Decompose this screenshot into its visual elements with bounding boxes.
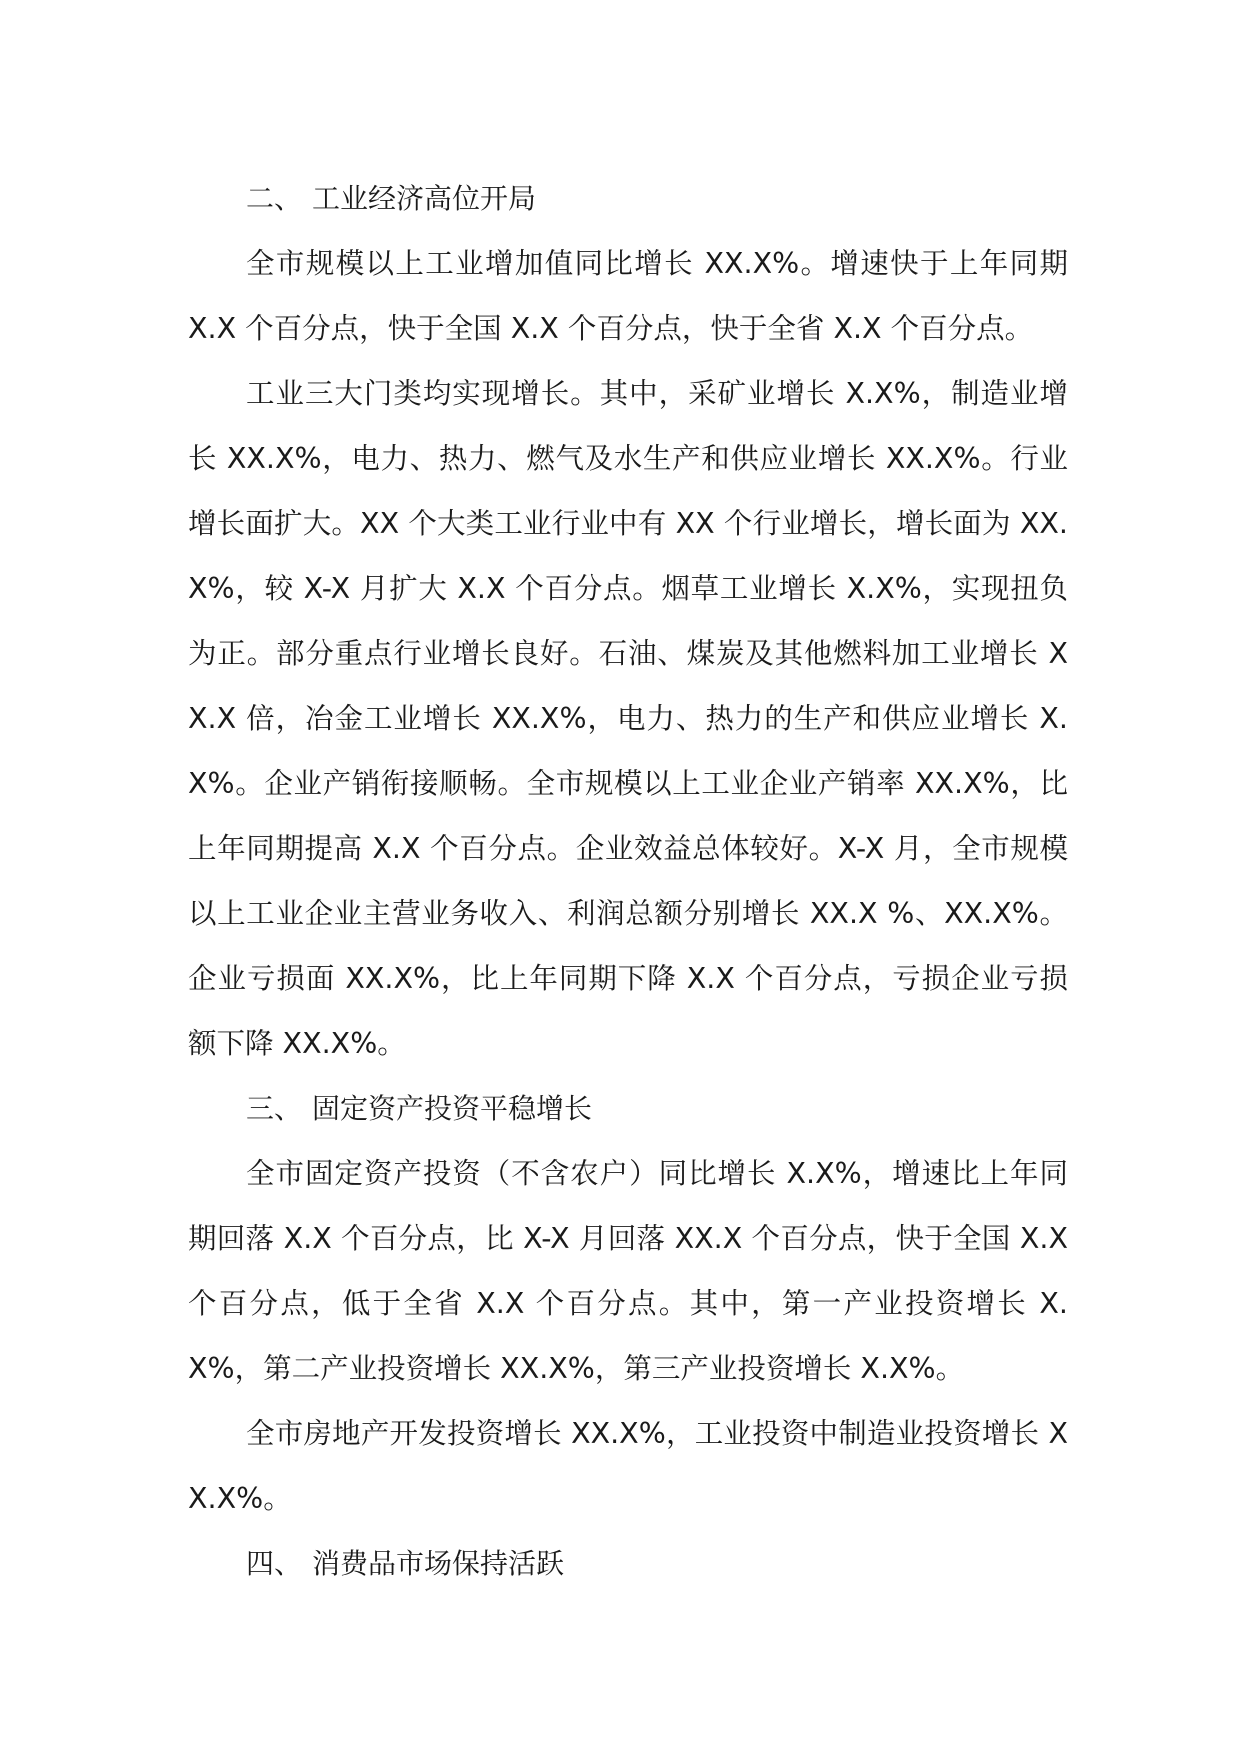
- paragraph: 工业三大门类均实现增长。其中，采矿业增长 X.X%，制造业增长 XX.X%，电力、热力、燃气及水生产和供应业增长 XX.X%。行业增长面扩大。XX 个大类工业行业中有 XX 个行业增长，增长面为 XX.X%，较 X-X 月扩大 X.X 个百分点。烟草工业增长 X.X%，实现扭负为正。部分重点行业增长良好。石油、煤炭及其他燃料加工业增长 XX.X 倍，冶金工业增长 XX.X%，电力、热力的生产和供应业增长 X.X%。企业产销衔接顺畅。全市规模以上工业企业产销率 XX.X%，比上年同期提高 X.X 个百分点。企业效益总体较好。X-X 月，全市规模以上工业企业主营业务收入、利润总额分别增长 XX.X %、XX.X%。企业亏损面 XX.X%，比上年同期下降 X.X 个百分点，亏损企业亏损额下降 XX.X%。: [188, 377, 1068, 1060]
- section-title: 固定资产投资平稳增长: [312, 1092, 593, 1125]
- paragraph: 全市固定资产投资（不含农户）同比增长 X.X%，增速比上年同期回落 X.X 个百分点，比 X-X 月回落 XX.X 个百分点，快于全国 X.X 个百分点，低于全省 X.X 个百分点。其中，第一产业投资增长 X.X%，第二产业投资增长 XX.X%，第三产业投资增长 X.X%。: [188, 1157, 1068, 1385]
- section-title: 工业经济高位开局: [312, 182, 537, 215]
- section-heading-3: [188, 1076, 1068, 1141]
- section-number: 四、: [246, 1547, 303, 1580]
- document-page: [188, 166, 1068, 1596]
- section-title: 消费品市场保持活跃: [312, 1547, 565, 1580]
- section-number: 三、: [246, 1092, 303, 1125]
- section-number: 二、: [246, 182, 303, 215]
- paragraph: 全市房地产开发投资增长 XX.X%，工业投资中制造业投资增长 XX.X%。: [188, 1417, 1068, 1515]
- section-heading-4: [188, 1531, 1068, 1596]
- section-heading-2: [188, 166, 1068, 231]
- paragraph: 全市规模以上工业增加值同比增长 XX.X%。增速快于上年同期 X.X 个百分点，快于全国 X.X 个百分点，快于全省 X.X 个百分点。: [188, 247, 1068, 345]
